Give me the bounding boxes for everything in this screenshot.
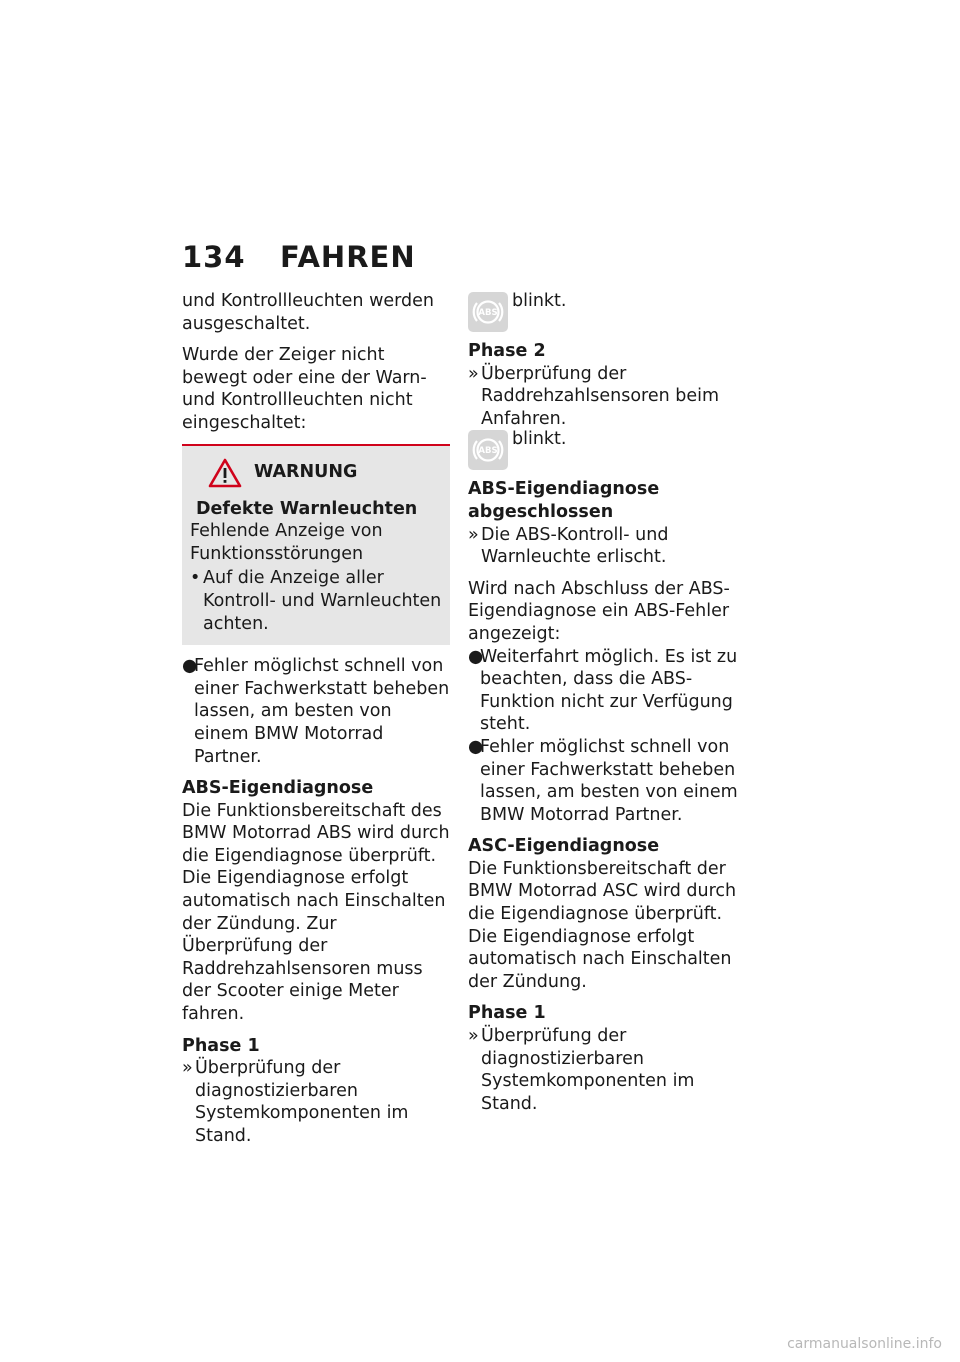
right-column	[468, 290, 738, 1115]
section-heading: Phase 1	[182, 1035, 260, 1056]
blink-text: blinkt.	[512, 291, 567, 311]
paragraph: Wurde der Zeiger nicht bewegt oder eine der Warn- und Kontrollleuchten nicht eingeschaltet:	[182, 345, 427, 433]
list-item: » Die ABS-Kontroll- und Warnleuchte erlischt.	[468, 524, 669, 568]
abs-blink-row	[468, 290, 738, 332]
section-heading: ABS-Eigendiagnose	[468, 479, 660, 500]
list-item: » Überprüfung der diagnostizierbaren Systemkomponenten im Stand.	[468, 1026, 695, 1114]
arrow-icon: »	[182, 1058, 193, 1079]
blink-text: blinkt.	[512, 429, 567, 450]
bullet-icon: ●	[468, 736, 484, 757]
section-heading: ASC-Eigendiagnose	[468, 836, 660, 857]
bullet-icon: ●	[182, 656, 198, 677]
abs-warning-light-icon	[468, 292, 508, 332]
abs-warning-light-icon	[468, 430, 508, 470]
warning-subtitle: Defekte Warnleuchten	[196, 498, 418, 519]
list-item: ● Fehler möglichst schnell von einer Fachwerkstatt beheben lassen, am besten von einem BMW Motorrad Partner.	[182, 656, 450, 767]
warning-title: WARNUNG	[254, 462, 358, 483]
page-number: 134	[182, 240, 246, 274]
paragraph: Wird nach Abschluss der ABS-Eigendiagnose ein ABS-Fehler angezeigt:	[468, 578, 730, 644]
left-column	[182, 290, 450, 1148]
section-heading: Phase 2	[468, 341, 546, 361]
list-item: » Überprüfung der diagnostizierbaren Systemkomponenten im Stand.	[182, 1058, 409, 1146]
warning-bullet: • Auf die Anzeige aller Kontroll- und Warnleuchten achten.	[190, 568, 442, 634]
arrow-icon: »	[468, 1026, 479, 1047]
list-item: » Überprüfung der Raddrehzahlsensoren beim Anfahren.	[468, 363, 720, 429]
bullet-icon: •	[190, 568, 201, 589]
svg-text:ABS: ABS	[478, 446, 498, 457]
list-item: ● Weiterfahrt möglich. Es ist zu beachten, dass die ABS-Funktion nicht zur Verfügung steht.	[468, 646, 738, 735]
paragraph: Die Funktionsbereitschaft der BMW Motorrad ASC wird durch die Eigendiagnose überprüft. Die Eigendiagnose erfolgt automatisch nach Einschalten der Zündung.	[468, 858, 737, 992]
section-heading: ABS-Eigendiagnose	[182, 778, 374, 799]
bullet-icon: ●	[468, 646, 484, 667]
page-title: FAHREN	[280, 240, 416, 274]
page-header	[182, 240, 416, 274]
arrow-icon: »	[468, 524, 479, 545]
paragraph: und Kontrollleuchten werden ausgeschaltet.	[182, 291, 435, 334]
watermark: carmanualsonline.info	[787, 1336, 942, 1352]
arrow-icon: »	[468, 363, 479, 384]
warning-triangle-icon	[208, 458, 242, 488]
abs-blink-row	[468, 428, 738, 470]
section-heading: abgeschlossen	[468, 501, 614, 522]
warning-box	[182, 444, 450, 646]
warning-text: Fehlende Anzeige von Funktionsstörungen	[190, 521, 383, 564]
warning-header	[208, 458, 442, 488]
list-item: ● Fehler möglichst schnell von einer Fachwerkstatt beheben lassen, am besten von einem BMW Motorrad Partner.	[468, 736, 738, 825]
svg-text:ABS: ABS	[478, 308, 498, 319]
paragraph: Die Funktionsbereitschaft des BMW Motorrad ABS wird durch die Eigendiagnose überprüft. Die Eigendiagnose erfolgt automatisch nach Einschalten der Zündung. Zur Überprüfung der Raddrehzahlsensoren muss der Scooter einige Meter fahren.	[182, 800, 450, 1025]
section-heading: Phase 1	[468, 1003, 546, 1024]
